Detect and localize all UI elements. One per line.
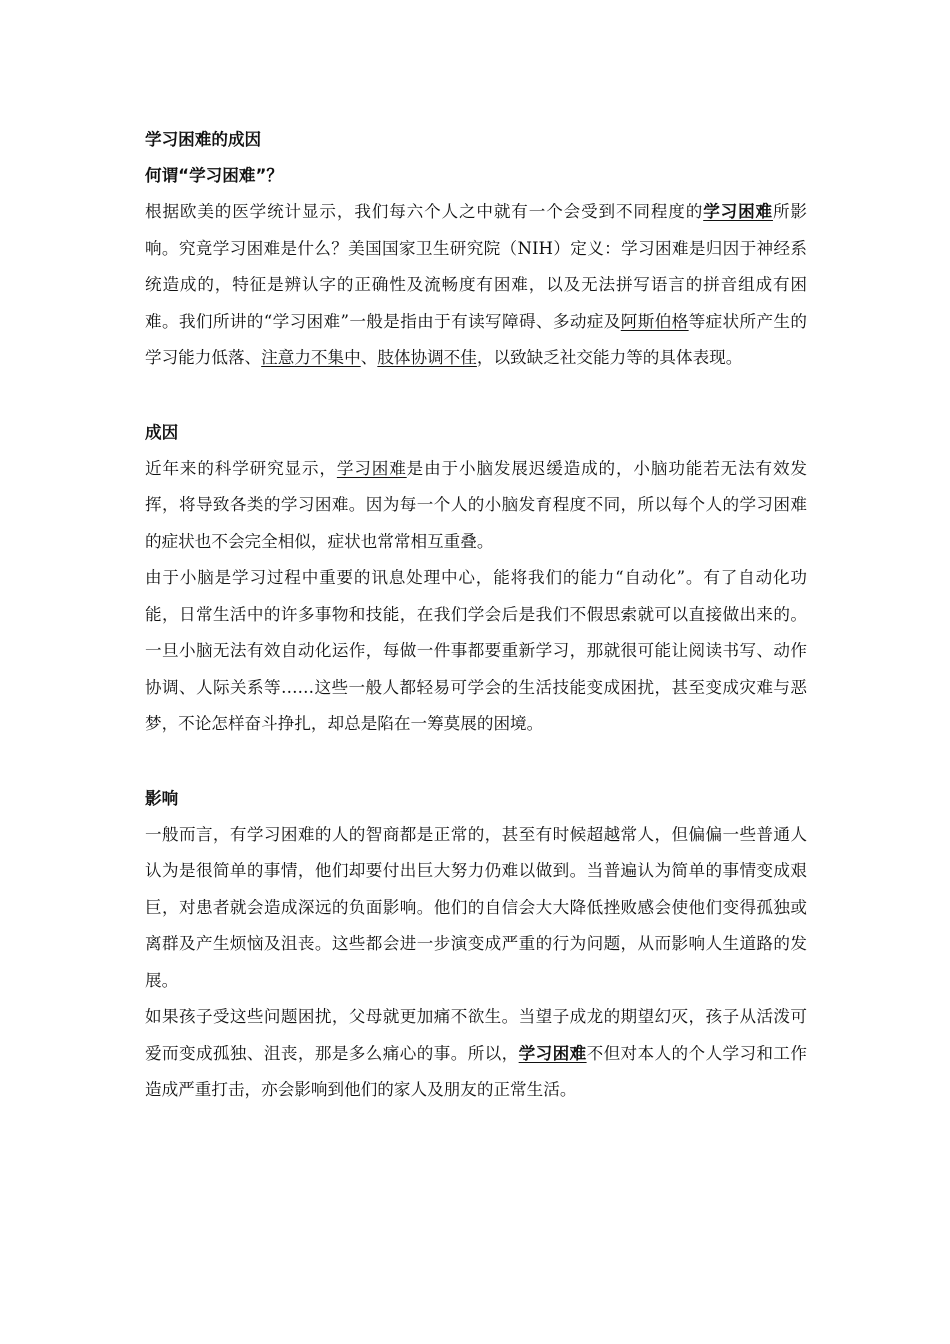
link-asperger[interactable]: 阿斯伯格: [620, 311, 689, 331]
paragraph-causes-1: 近年来的科学研究显示，学习困难是由于小脑发展迟缓造成的，小脑功能若无法有效发挥，将导致各类的学习困难。因为每一个人的小脑发育程度不同，所以每个人的学习困难的症状也不会完全相似，症状也常常相互重叠。: [145, 458, 808, 551]
paragraph-causes-2: 由于小脑是学习过程中重要的讯息处理中心，能将我们的能力“自动化”。有了自动化功能，日常生活中的许多事物和技能，在我们学会后是我们不假思索就可以直接做出来的。一旦小脑无法有效自动化运作，每做一件事都要重新学习，那就很可能让阅读书写、动作协调、人际关系等……这些一般人都轻易可学会的生活技能变成困扰，甚至变成灾难与恶梦，不论怎样奋斗挣扎，却总是陷在一筹莫展的困境。: [145, 568, 807, 733]
section-heading-effects: 影响: [145, 788, 179, 808]
spacer: [145, 377, 807, 415]
paragraph-effects-2: 如果孩子受这些问题困扰，父母就更加痛不欲生。当望子成龙的期望幻灭，孩子从活泼可爱而变成孤独、沮丧，那是多么痛心的事。所以，学习困难不但对本人的个人学习和工作造成严重打击，亦会影响到他们的家人及朋友的正常生活。: [145, 1007, 807, 1099]
document-title: 学习困难的成因: [145, 130, 262, 149]
spacer: [145, 743, 807, 781]
link-poor-coordination[interactable]: 肢体协调不佳: [377, 348, 477, 367]
link-learning-difficulty[interactable]: 学习困难: [518, 1043, 587, 1063]
paragraph-effects-1: 一般而言，有学习困难的人的智商都是正常的，甚至有时候超越常人，但偏偏一些普通人认为是很简单的事情，他们却要付出巨大努力仍难以做到。当普遍认为简单的事情变成艰巨，对患者就会造成深远的负面影响。他们的自信会大大降低挫败感会使他们变得孤独或离群及产生烦恼及沮丧。这些都会进一步演变成严重的行为问题，从而影响人生道路的发展。: [145, 824, 807, 990]
paragraph-definition: 根据欧美的医学统计显示，我们每六个人之中就有一个会受到不同程度的学习困难所影响。究竟学习困难是什么？美国国家卫生研究院（NIH）定义：学习困难是归因于神经系统造成的，特征是辨认字的正确性及流畅度有困难，以及无法拼写语言的拼音组成有困难。我们所讲的“学习困难”一般是指由于有读写障碍、多动症及阿斯伯格等症状所产生的学习能力低落、注意力不集中、肢体协调不佳，以致缺乏社交能力等的具体表现。: [145, 202, 808, 367]
section-heading-causes: 成因: [145, 422, 179, 442]
link-learning-difficulty[interactable]: 学习困难: [336, 458, 407, 478]
section-heading-definition: 何谓“学习困难”？: [145, 166, 283, 185]
link-learning-difficulty[interactable]: 学习困难: [703, 202, 773, 221]
document-body: [145, 122, 807, 1109]
link-attention-deficit[interactable]: 注意力不集中: [261, 348, 361, 367]
